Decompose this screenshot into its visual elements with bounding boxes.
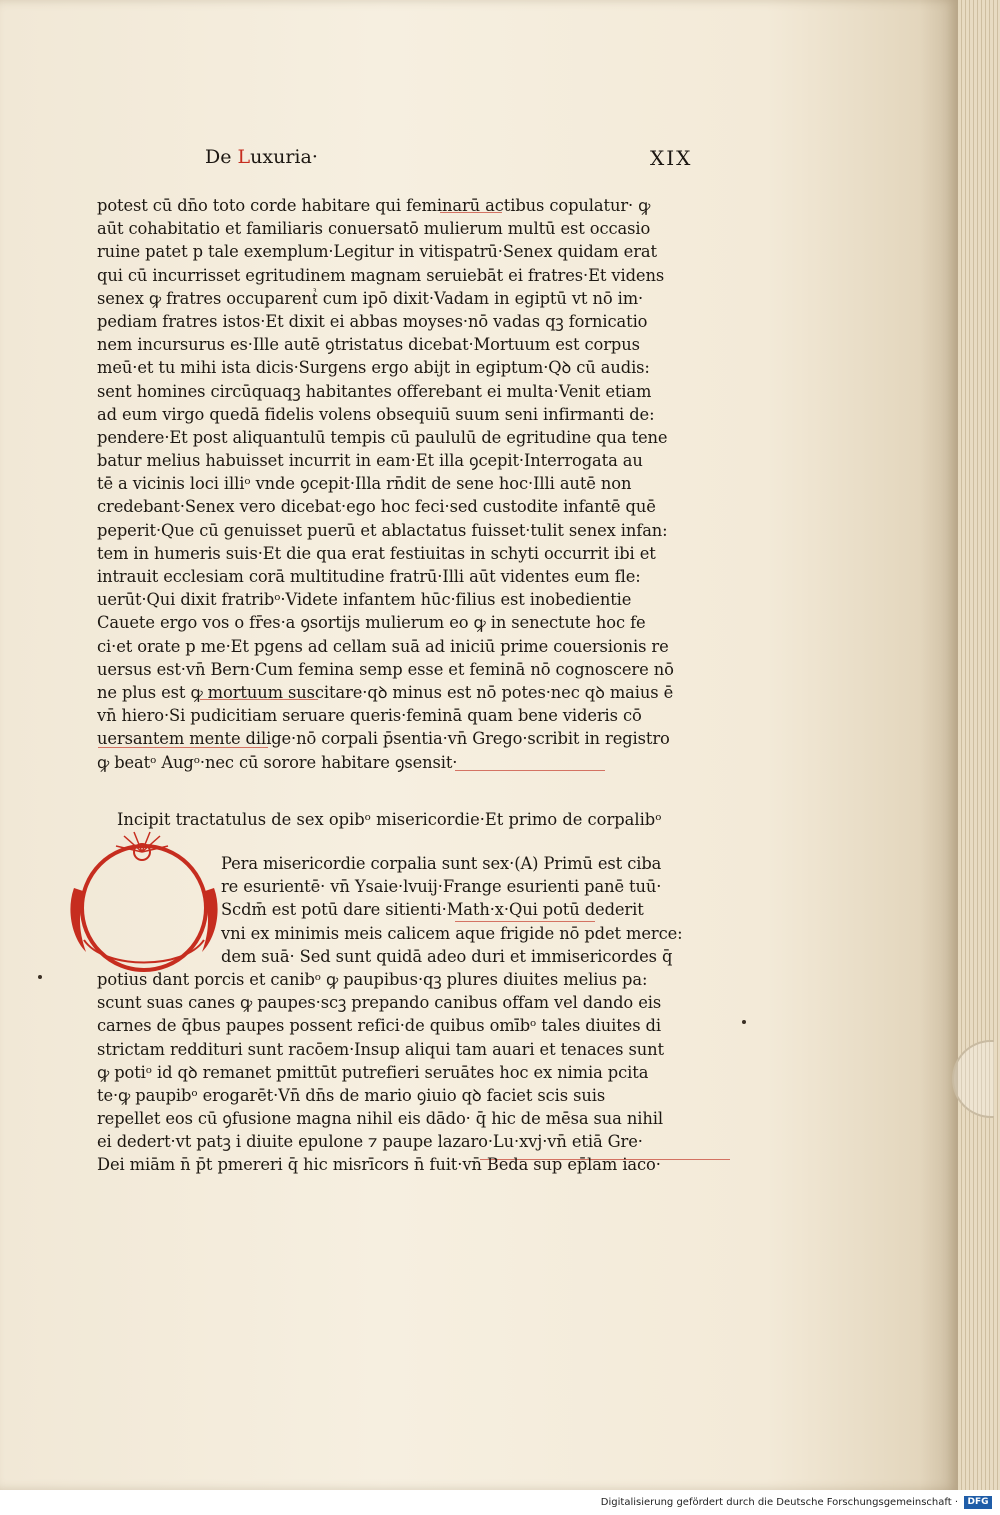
ink-spot [38, 975, 42, 979]
text-line: sent homines circūquaqꝫ habitantes offerebant ei multa·Venit etiam [97, 381, 652, 401]
text-line: dem suā· Sed sunt quidā adeo duri et immisericordes q̄ [221, 946, 673, 966]
running-head [205, 146, 318, 168]
text-line: ci·et orate p me·Et pgens ad cellam suā ad iniciū prime couersionis re [97, 636, 669, 656]
running-head-rest: uxuria· [250, 146, 318, 168]
text-line: vn̄ hiero·Si pudicitiam seruare queris·feminā quam bene videris cō [97, 706, 642, 726]
text-line: carnes de q̄bus paupes possent refici·de quibus omībᵒ tales diuites di [97, 1016, 661, 1036]
text-line: te·ꝙ paupibᵒ erogarēt·Vn̄ dn̄s de mario ꝯiuio qꝺ faciet scis suis [97, 1085, 606, 1105]
text-line: meū·et tu mihi ista dicis·Surgens ergo abijt in egiptum·Qꝺ cū audis: [97, 358, 650, 378]
text-line: ne plus est ꝙ mortuum suscitare·qꝺ minus est nō potes·nec qꝺ maius ē [97, 682, 674, 702]
text-line: potest cū dn̄o toto corde habitare qui feminarū actibus copulatur· ꝙ [97, 196, 651, 215]
rubric-underline [440, 212, 502, 213]
section-incipit: Incipit tractatulus de sex opibᵒ misericordie·Et primo de corpalibᵒ [117, 810, 662, 829]
text-line: Pera misericordie corpalia sunt sex·(A) Primū est ciba [221, 854, 662, 873]
text-line: senex ꝙ fratres occuparentᷣ cum ipō dixit·Vadam in egiptū vt nō im· [97, 288, 644, 308]
running-head-rubric-initial: L [237, 146, 251, 168]
text-line: ꝙ beatᵒ Augᵒ·nec cū sorore habitare ꝯsensit· [97, 752, 458, 772]
text-line: Scdm̄ est potū dare sitienti·Math·x·Qui potū dederit [221, 900, 644, 920]
funding-credit: Digitalisierung gefördert durch die Deutsche Forschungsgemeinschaft · [600, 1497, 958, 1508]
text-line: ad eum virgo quedā fidelis volens obsequiū suum seni infirmanti de: [97, 404, 655, 424]
text-line: potius dant porcis et canibᵒ ꝙ paupibus·qꝫ plures diuites melius pa: [97, 969, 648, 989]
text-line: qui cū incurrisset egritudinem magnam seruiebāt ei fratres·Et videns [97, 265, 665, 285]
main-text-block [97, 194, 711, 774]
folio-number: XIX [650, 146, 693, 170]
text-line: uerūt·Qui dixit fratribᵒ·Videte infantem hūc·filius est inobedientie [97, 590, 632, 610]
text-line: uersus est·vn̄ Bern·Cum femina semp esse et feminā nō cognoscere nō [97, 659, 674, 679]
text-line: ruine patet p tale exemplum·Legitur in vitispatrū·Senex quidam erat [97, 242, 657, 262]
text-line: credebant·Senex vero dicebat·ego hoc feci·sed custodite infantē quē [97, 497, 656, 517]
text-line: repellet eos cū ꝯfusione magna nihil eis dādo· q̄ hic de mēsa sua nihil [97, 1109, 663, 1129]
text-line: intrauit ecclesiam corā multitudine fratrū·Illi aūt videntes eum fle: [97, 567, 641, 586]
running-head-prefix: De [205, 146, 238, 168]
text-line: aūt cohabitatio et familiaris conuersatō mulierum multū est occasio [97, 219, 651, 239]
page-stack-edge [958, 0, 1000, 1490]
text-line: Dei miām n̄ p̄t pmereri q̄ hic misrīcors n̄ fuit·vn̄ Beda sup ep̄lam iaco· [97, 1155, 661, 1175]
rubric-underline [455, 770, 605, 771]
text-line: nem incursurus es·Ille autē ꝯtristatus dicebat·Mortuum est corpus [97, 335, 640, 355]
text-line: scunt suas canes ꝙ paupes·scꝫ prepando canibus offam vel dando eis [97, 993, 662, 1013]
text-line: ei dedert·vt patꝫ i diuite epulone ⁊ paupe lazaro·Lu·xvj·vn̄ etiā Gre· [97, 1132, 643, 1152]
second-text-block [97, 852, 715, 1177]
text-line: uersantem mente dilige·nō corpali p̄sentia·vn̄ Grego·scribit in registro [97, 729, 670, 749]
text-line: tē a vicinis loci illiᵒ vnde ꝯcepit·Illa rn̄dit de sene hoc·Illi autē non [97, 474, 632, 494]
text-line: ꝙ potiᵒ id qꝺ remanet pmittūt putrefieri seruātes hoc ex nimia pcita [97, 1062, 649, 1082]
text-line: pendere·Et post aliquantulū tempis cū paululū de egritudine qua tene [97, 427, 668, 447]
ink-spot [742, 1020, 746, 1024]
text-line: tem in humeris suis·Et die qua erat festiuitas in schyti occurrit ibi et [97, 543, 656, 563]
rubric-underline [98, 747, 268, 748]
text-line: Cauete ergo vos o fr̄es·a ꝯsortijs mulierum eo ꝙ in senectute hoc fe [97, 613, 646, 633]
rubric-underline [200, 699, 318, 700]
text-line: strictam reddituri sunt racōem·Insup aliqui tam auari et tenaces sunt [97, 1039, 664, 1059]
text-line: peperit·Que cū genuisset puerū et ablactatus fuisset·tulit senex infan: [97, 520, 668, 540]
text-line: batur melius habuisset incurrit in eam·Et illa ꝯcepit·Interrogata au [97, 451, 643, 471]
text-line: re esurientē· vn̄ Ysaie·lvuij·Frange esurienti panē tuū· [221, 877, 662, 897]
text-line: pediam fratres istos·Et dixit ei abbas moyses·nō vadas qꝫ fornicatio [97, 311, 648, 331]
text-line: vni ex minimis meis calicem aque frigide nō pdet merce: [221, 923, 683, 943]
dfg-logo: DFG [964, 1496, 992, 1509]
